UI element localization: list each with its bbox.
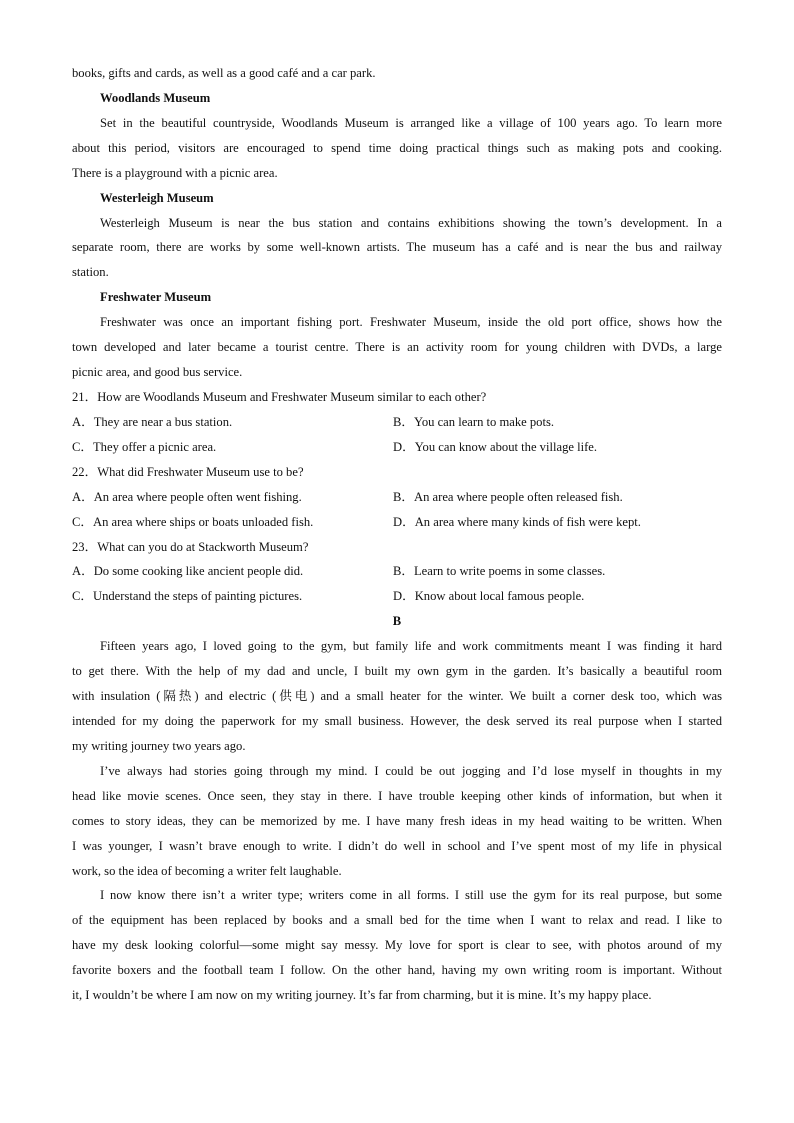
section-title: Westerleigh Museum: [100, 190, 214, 205]
paragraph-line: Set in the beautiful countryside, Woodlands Museum is arranged like a village of 100 years ago. To learn more: [100, 115, 722, 130]
option-row: [72, 485, 722, 510]
paragraph-line: Fifteen years ago, I loved going to the gym, but family life and work commitments meant I was finding it hard: [100, 639, 722, 654]
answer-option: C．Understand the steps of painting pictures.: [72, 589, 303, 604]
answer-option: D．An area where many kinds of fish were kept.: [393, 514, 641, 529]
questions: [72, 385, 722, 609]
paragraph-line: of the equipment has been replaced by books and a small bed for the time when I want to relax and read. I like to: [72, 913, 722, 928]
passage-a-intro-tail: books, gifts and cards, as well as a good café and a car park.: [72, 66, 376, 80]
paragraph-line: There is a playground with a picnic area.: [72, 165, 278, 180]
answer-option: B．You can learn to make pots.: [393, 414, 555, 429]
paragraph-line: head like movie scenes. Once seen, they stay in there. I have trouble keeping other kinds of information, but when it: [72, 788, 722, 803]
answer-option: C．An area where ships or boats unloaded fish.: [72, 514, 314, 529]
paragraph-line: station.: [72, 265, 109, 280]
paragraph-line: it, I wouldn’t be where I am now on my writing journey. It’s far from charming, but it is mine. It’s my happy place.: [72, 988, 652, 1003]
answer-option: B．An area where people often released fish.: [393, 489, 623, 504]
paragraph-line: Westerleigh Museum is near the bus station and contains exhibitions showing the town’s development. In a: [100, 215, 722, 230]
museum-sections: [72, 86, 722, 385]
paragraph-line: comes to story ideas, they can be memorized by me. I have many fresh ideas in my head waiting to be written. When: [72, 813, 722, 828]
option-row: [72, 510, 722, 535]
paragraph-line: with insulation (隔热) and electric (供电) and a small heater for the winter. We built a corner desk too, which was: [72, 689, 722, 704]
answer-option: D．You can know about the village life.: [393, 439, 598, 454]
question-stem: 23．What can you do at Stackworth Museum?: [72, 539, 309, 554]
option-row: [72, 435, 722, 460]
question-stem: 22．What did Freshwater Museum use to be?: [72, 464, 304, 479]
answer-option: A．An area where people often went fishing.: [72, 489, 302, 504]
answer-option: D．Know about local famous people.: [393, 589, 585, 604]
paragraph-line: my writing journey two years ago.: [72, 738, 246, 753]
answer-option: A．They are near a bus station.: [72, 414, 233, 429]
option-row: [72, 410, 722, 435]
paragraph-line: about this period, visitors are encouraged to spend time doing practical things such as making pots and cooking.: [72, 140, 722, 155]
paragraph-line: intended for my doing the paperwork for my small business. However, the desk served its real purpose when I started: [72, 713, 722, 728]
section-title: Freshwater Museum: [100, 290, 212, 305]
passage-b-heading: B: [392, 614, 402, 629]
paragraph-line: picnic area, and good bus service.: [72, 365, 243, 380]
paragraph-line: I was younger, I wasn’t brave enough to write. I didn’t do well in school and I’ve spent most of my life in physical: [72, 838, 722, 853]
passage-b: [72, 634, 722, 1008]
option-row: [72, 584, 722, 609]
paragraph-line: work, so the idea of becoming a writer felt laughable.: [72, 863, 342, 878]
paragraph-line: have my desk looking colorful—some might say messy. My love for sport is clear to see, with photos around of my: [72, 938, 722, 953]
paragraph-line: separate room, there are works by some well-known artists. The museum has a café and is near the bus and railway: [72, 240, 722, 255]
paragraph-line: to get there. With the help of my dad and uncle, I built my own gym in the garden. It’s basically a beautiful room: [72, 664, 722, 679]
answer-option: C．They offer a picnic area.: [72, 439, 217, 454]
answer-option: A．Do some cooking like ancient people did.: [72, 564, 304, 579]
answer-option: B．Learn to write poems in some classes.: [393, 564, 606, 579]
question-stem: 21．How are Woodlands Museum and Freshwater Museum similar to each other?: [72, 389, 487, 404]
document-page: [72, 61, 722, 1008]
paragraph-line: town developed and later became a tourist centre. There is an activity room for young children with DVDs, a large: [72, 340, 722, 355]
paragraph-line: I’ve always had stories going through my mind. I could be out jogging and I’d lose myself in thoughts in my: [100, 763, 722, 778]
paragraph-line: Freshwater was once an important fishing port. Freshwater Museum, inside the old port office, shows how the: [100, 315, 722, 330]
paragraph-line: favorite boxers and the football team I follow. On the other hand, having my own writing room is important. Without: [72, 963, 722, 978]
section-title: Woodlands Museum: [100, 90, 211, 105]
option-row: [72, 559, 722, 584]
paragraph-line: I now know there isn’t a writer type; writers come in all forms. I still use the gym for its real purpose, but some: [100, 888, 722, 903]
